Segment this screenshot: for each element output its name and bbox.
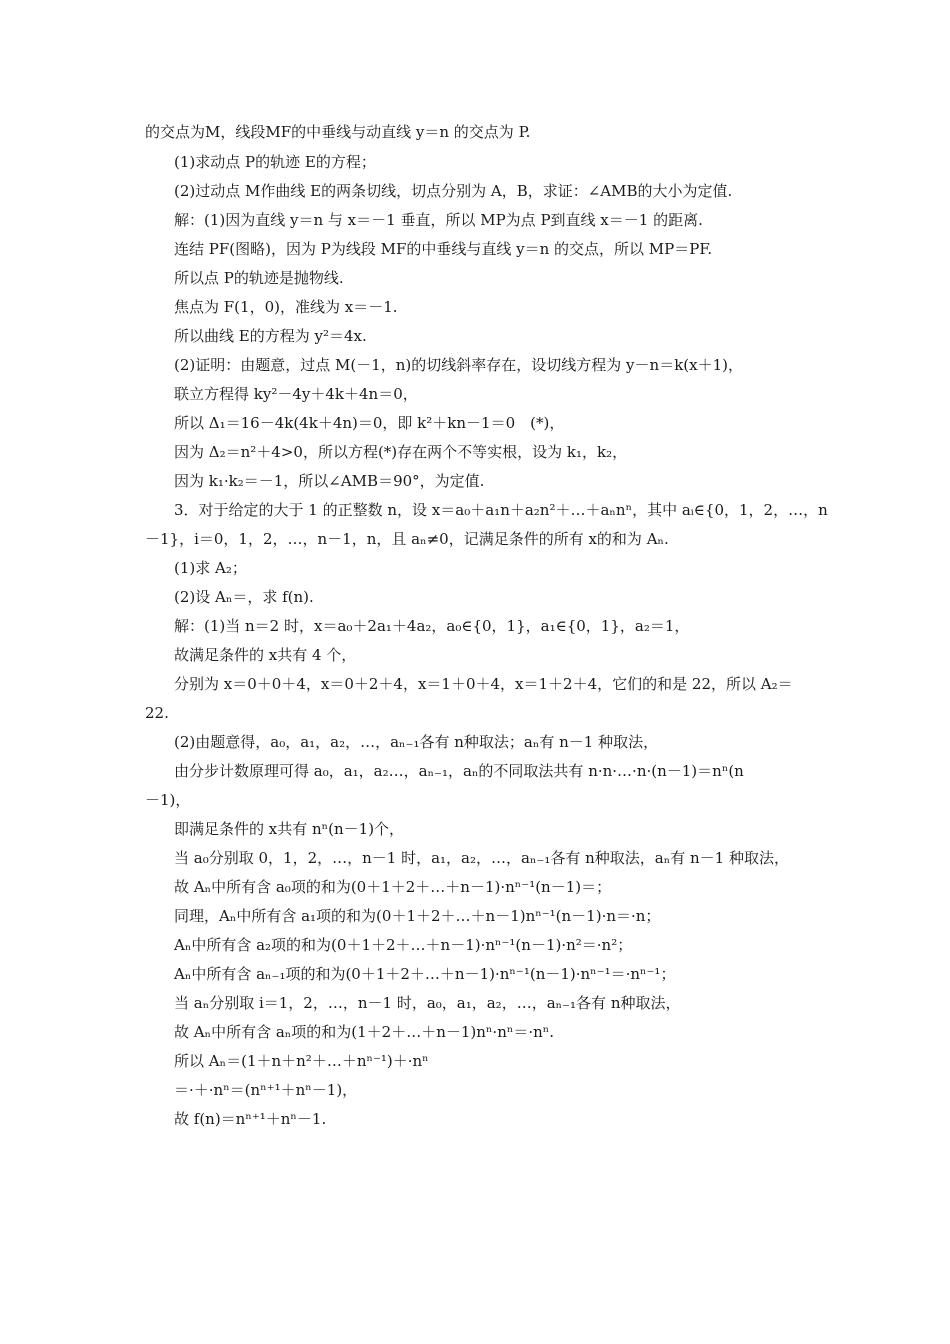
text-line: 当 aₙ分别取 i＝1，2，…，n－1 时，a₀，a₁，a₂，…，aₙ₋₁各有 n种取法，: [174, 994, 681, 1012]
text-line: 故 Aₙ中所有含 a₀项的和为(0＋1＋2＋…＋n－1)·nⁿ⁻¹(n－1)＝；: [174, 878, 612, 896]
text-line: 解：(1)因为直线 y＝n 与 x＝－1 垂直，所以 MP为点 P到直线 x＝－1 的距离.: [174, 211, 703, 229]
text-line: 3．对于给定的大于 1 的正整数 n，设 x＝a₀＋a₁n＋a₂n²＋…＋aₙnⁿ，其中 aᵢ∈{0，1，2，…，n: [174, 501, 828, 519]
text-line: 解：(1)当 n＝2 时，x＝a₀＋2a₁＋4a₂，a₀∈{0，1}，a₁∈{0，1}，a₂＝1，: [174, 617, 690, 635]
text-line: 同理，Aₙ中所有含 a₁项的和为(0＋1＋2＋…＋n－1)nⁿ⁻¹(n－1)·n＝·n；: [174, 907, 661, 925]
text-line: Aₙ中所有含 aₙ₋₁项的和为(0＋1＋2＋…＋n－1)·nⁿ⁻¹(n－1)·nⁿ⁻¹＝·nⁿ⁻¹；: [174, 965, 676, 983]
text-line: Aₙ中所有含 a₂项的和为(0＋1＋2＋…＋n－1)·nⁿ⁻¹(n－1)·n²＝·n²；: [174, 936, 633, 954]
text-line: 联立方程得 ky²－4y＋4k＋4n＝0，: [174, 385, 418, 403]
text-line: 分别为 x＝0＋0＋4，x＝0＋2＋4，x＝1＋0＋4，x＝1＋2＋4，它们的和是 22，所以 A₂＝: [174, 675, 793, 693]
text-line: 因为 Δ₂＝n²＋4>0，所以方程(*)存在两个不等实根，设为 k₁，k₂，: [174, 443, 628, 461]
text-line: 即满足条件的 x共有 nⁿ(n－1)个，: [174, 820, 405, 838]
text-line: 连结 PF(图略)，因为 P为线段 MF的中垂线与直线 y＝n 的交点，所以 MP＝PF.: [174, 240, 713, 258]
text-line: 22.: [145, 704, 169, 722]
text-line: 因为 k₁·k₂＝－1，所以∠AMB＝90°，为定值.: [174, 472, 485, 490]
text-line: (1)求动点 P的轨迹 E的方程；: [174, 153, 376, 171]
text-line: 故满足条件的 x共有 4 个，: [174, 646, 357, 664]
text-line: －1)，: [145, 791, 191, 809]
text-line: 所以 Δ₁＝16－4k(4k＋4n)＝0，即 k²＋kn－1＝0 (*)，: [174, 414, 565, 432]
text-line: 焦点为 F(1，0)，准线为 x＝－1.: [174, 298, 398, 316]
text-line: 所以曲线 E的方程为 y²＝4x.: [174, 327, 367, 345]
text-line: －1}，i＝0，1，2，…，n－1，n，且 aₙ≠0，记满足条件的所有 x的和为 Aₙ.: [145, 530, 669, 548]
text-line: 的交点为M，线段MF的中垂线与动直线 y＝n 的交点为 P.: [145, 123, 531, 141]
text-line: 故 f(n)＝nⁿ⁺¹＋nⁿ－1.: [174, 1110, 327, 1128]
text-line: ＝·＋·nⁿ＝(nⁿ⁺¹＋nⁿ－1)，: [174, 1081, 358, 1099]
text-line: (2)证明：由题意，过点 M(－1，n)的切线斜率存在，设切线方程为 y－n＝k(x＋1)，: [174, 356, 743, 374]
text-line: 由分步计数原理可得 a₀，a₁，a₂…，aₙ₋₁，aₙ的不同取法共有 n·n·…·n·(n－1)＝nⁿ(n: [174, 762, 744, 780]
text-line: 当 a₀分别取 0，1，2，…，n－1 时，a₁，a₂，…，aₙ₋₁各有 n种取法，aₙ有 n－1 种取法，: [174, 849, 789, 867]
text-line: (2)设 Aₙ＝，求 f(n).: [174, 588, 314, 606]
text-line: (2)过动点 M作曲线 E的两条切线，切点分别为 A，B，求证：∠AMB的大小为定值.: [174, 182, 733, 200]
text-line: 所以点 P的轨迹是抛物线.: [174, 269, 344, 287]
text-line: 故 Aₙ中所有含 aₙ项的和为(1＋2＋…＋n－1)nⁿ·nⁿ＝·nⁿ.: [174, 1023, 555, 1041]
text-line: (2)由题意得，a₀，a₁，a₂，…，aₙ₋₁各有 n种取法；aₙ有 n－1 种取法，: [174, 733, 659, 751]
text-line: (1)求 A₂；: [174, 559, 247, 577]
text-line: 所以 Aₙ＝(1＋n＋n²＋…＋nⁿ⁻¹)＋·nⁿ: [174, 1052, 429, 1070]
